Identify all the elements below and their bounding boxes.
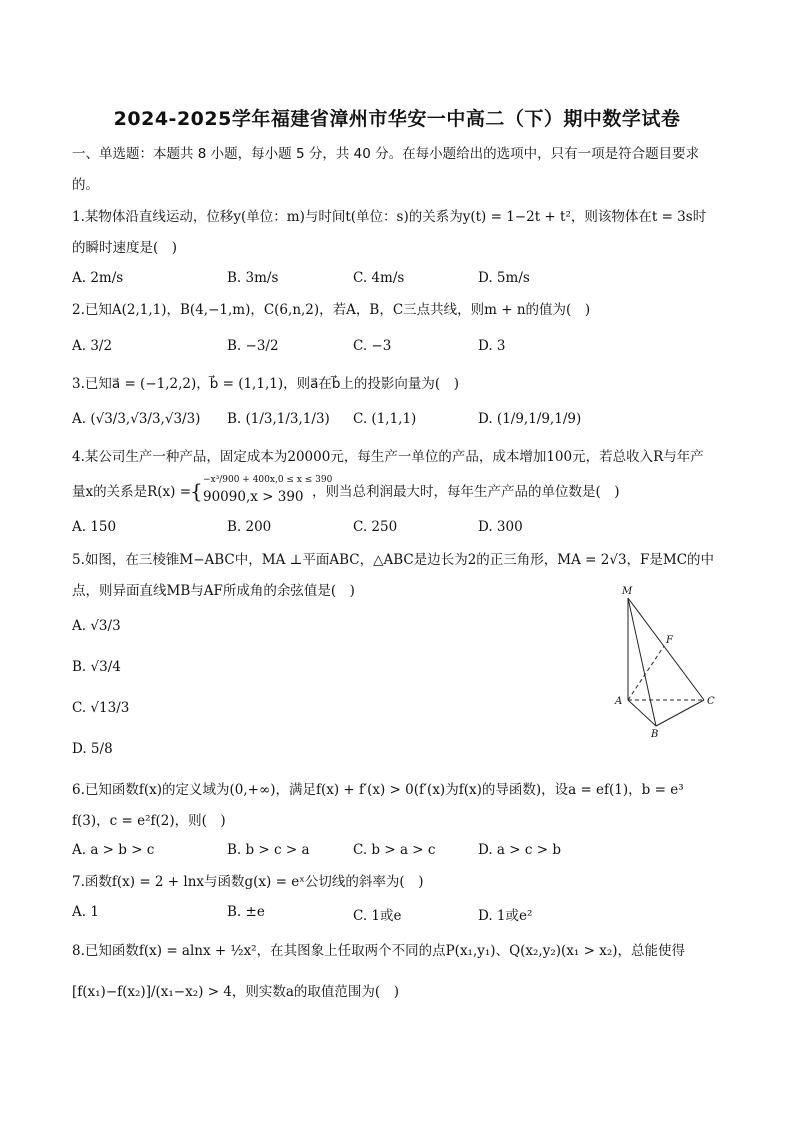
label-m: M	[622, 586, 633, 597]
q4-piece1: −x³/900 + 400x,0 ≤ x ≤ 390	[203, 475, 333, 485]
q3-option-c: C. (1,1,1)	[353, 411, 417, 427]
q5-option-d: D. 5/8	[72, 741, 113, 757]
q6-option-b: B. b > c > a	[227, 842, 310, 858]
q4-stem-prefix: 量x的关系是R(x) =	[72, 484, 192, 500]
q5-option-c: C. √13/3	[72, 700, 130, 716]
q4-option-c: C. 250	[353, 519, 398, 535]
q7-option-d: D. 1或e²	[478, 908, 533, 924]
q2-option-b: B. −3/2	[227, 338, 279, 354]
brace-symbol: {	[190, 479, 203, 503]
q6-option-c: C. b > a > c	[353, 842, 436, 858]
q1-option-d: D. 5m/s	[478, 270, 530, 286]
q1-stem-cont: 的瞬时速度是( )	[72, 240, 178, 256]
q5-option-b: B. √3/4	[72, 659, 121, 675]
q7-stem: 7.函数f(x) = 2 + lnx与函数g(x) = eˣ公切线的斜率为( )	[72, 874, 424, 890]
q5-stem: 5.如图，在三棱锥M−ABC中，MA ⊥平面ABC，△ABC是边长为2的正三角形，MA = 2√3，F是MC的中	[72, 552, 715, 568]
q3-option-a: A. (√3/3,√3/3,√3/3)	[72, 411, 201, 427]
section-heading-line1: 一、单选题：本题共 8 小题，每小题 5 分，共 40 分。在每小题给出的选项中，只有一项是符合题目要求	[72, 146, 700, 162]
q2-option-c: C. −3	[353, 338, 392, 354]
q4-options	[72, 519, 722, 541]
q4-stem-suffix: ，则当总利润最大时，每年生产产品的单位数是( )	[312, 484, 620, 500]
q6-options	[72, 842, 722, 864]
q8-stem-cont: [f(x₁)−f(x₂)]/(x₁−x₂) > 4，则实数a的取值范围为( )	[72, 984, 399, 1000]
q4-piece2: 90090,x > 390	[203, 489, 304, 505]
edge-bc	[656, 700, 704, 726]
label-f: F	[666, 635, 673, 646]
q1-option-c: C. 4m/s	[353, 270, 405, 286]
q5-option-a: A. √3/3	[72, 618, 121, 634]
edge-ab	[628, 700, 656, 726]
q5-stem-cont: 点，则异面直线MB与AF所成角的余弦值是( )	[72, 583, 355, 599]
q1-options	[72, 270, 722, 292]
q7-option-a: A. 1	[72, 904, 99, 920]
q6-option-d: D. a > c > b	[478, 842, 561, 858]
q4-option-d: D. 300	[478, 519, 523, 535]
q2-option-d: D. 3	[478, 338, 506, 354]
q2-stem: 2.已知A(2,1,1)，B(4,−1,m)，C(6,n,2)，若A，B，C三点共线，则m + n的值为( )	[72, 302, 591, 318]
q1-option-a: A. 2m/s	[72, 270, 124, 286]
section-heading-line2: 的。	[72, 177, 99, 193]
q2-option-a: A. 3/2	[72, 338, 113, 354]
q3-options	[72, 411, 722, 433]
q1-option-b: B. 3m/s	[227, 270, 279, 286]
label-c: C	[707, 696, 715, 707]
q4-stem: 4.某公司生产一种产品，固定成本为20000元，每生产一单位的产品，成本增加100元，若总收入R与年产	[72, 449, 704, 465]
q4-option-b: B. 200	[227, 519, 272, 535]
q6-option-a: A. a > b > c	[72, 842, 155, 858]
q3-option-d: D. (1/9,1/9,1/9)	[478, 411, 582, 427]
q3-stem: 3.已知a⃗ = (−1,2,2)，b⃗ = (1,1,1)，则a⃗在b⃗上的投影向量为( )	[72, 376, 459, 392]
q2-options	[72, 338, 722, 360]
q3-option-b: B. (1/3,1/3,1/3)	[227, 411, 330, 427]
q6-stem-cont: f(3)，c = e²f(2)，则( )	[72, 813, 226, 829]
q7-option-b: B. ±e	[227, 904, 265, 920]
q4-stem-cont	[72, 475, 722, 509]
label-b: B	[651, 729, 659, 740]
q6-stem: 6.已知函数f(x)的定义域为(0,+∞)，满足f(x) + f′(x) > 0(f′(x)为f(x)的导函数)，设a = ef(1)，b = e³	[72, 782, 684, 798]
label-a: A	[615, 696, 623, 707]
q1-stem: 1.某物体沿直线运动，位移y(单位：m)与时间t(单位：s)的关系为y(t) = 1−2t + t²，则该物体在t = 3s时	[72, 209, 707, 225]
q4-option-a: A. 150	[72, 519, 117, 535]
q7-option-c: C. 1或e	[353, 908, 402, 924]
q8-stem: 8.已知函数f(x) = alnx + ½x²，在其图象上任取两个不同的点P(x₁,y₁)、Q(x₂,y₂)(x₁ > x₂)，总能使得	[72, 943, 686, 959]
tetrahedron-figure	[608, 580, 720, 740]
segment-af-hidden	[628, 646, 664, 700]
q7-options	[72, 904, 722, 926]
page-title: 2024-2025学年福建省漳州市华安一中高二（下）期中数学试卷	[113, 108, 681, 130]
